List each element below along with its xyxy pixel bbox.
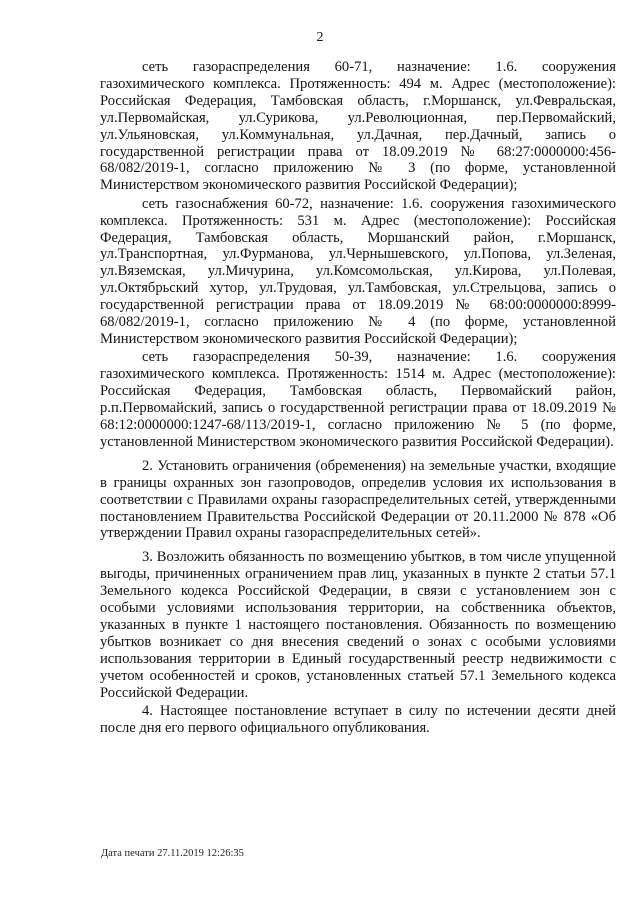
print-date: Дата печати 27.11.2019 12:26:35 bbox=[101, 848, 244, 859]
paragraph-item-3: 3. Возложить обязанность по возмещению убытков, в том числе упущенной выгоды, причиненных ограничением прав лиц, указанных в пункте 2 статьи 57.1 Земельного кодекса Российской Федерации, в связи с установлением зон с особыми условиями использования территории, на собственника объектов, указанных в пункте 1 настоящего постановления. Обязанность по возмещению убытков возникает со дня внесения сведений о зонах с особыми условиями использования территории в Единый государственный реестр недвижимости с учетом особенностей и сроков, установленных статьей 57.1 Земельного кодекса Российской Федерации. bbox=[100, 549, 616, 701]
paragraph-item-2: 2. Установить ограничения (обременения) на земельные участки, входящие в границы охранных зон газопроводов, определив условия их использования в соответствии с Правилами охраны газораспределительных сетей, утвержденными постановлением Правительства Российской Федерации от 20.11.2000 № 878 «Об утверждении Правил охраны газораспределительных сетей». bbox=[100, 457, 616, 542]
paragraph-item-4: 4. Настоящее постановление вступает в силу по истечении десяти дней после дня его первого официального опубликования. bbox=[100, 703, 616, 736]
paragraph-gas-network-50-39: сеть газораспределения 50-39, назначение: 1.6. сооружения газохимического комплекса. Протяженность: 1514 м. Адрес (местоположение): Российская Федерация, Тамбовская область, Первомайский район, р.п.Первомайский, запись о государственной регистрации права от 18.09.2019 № 68:12:0000000:1247-68/113/2019-1, согласно приложению № 5 (по форме, установленной Министерством экономического развития Российской Федерации). bbox=[100, 349, 616, 450]
page-number: 2 bbox=[316, 30, 324, 45]
document-body bbox=[100, 59, 616, 737]
paragraph-gas-network-60-71: сеть газораспределения 60-71, назначение: 1.6. сооружения газохимического комплекса. Протяженность: 494 м. Адрес (местоположение): Российская Федерация, Тамбовская область, г.Моршанск, ул.Февральская, ул.Первомайская, ул.Сурикова, ул.Революционная, пер.Первомайский, ул.Ульяновская, ул.Коммунальная, ул.Дачная, пер.Дачный, запись о государственной регистрации права от 18.09.2019 № 68:27:0000000:456-68/082/2019-1, согласно приложению № 3 (по форме, установленной Министерством экономического развития Российской Федерации); bbox=[100, 59, 616, 194]
paragraph-gas-network-60-72: сеть газоснабжения 60-72, назначение: 1.6. сооружения газохимического комплекса. Протяженность: 531 м. Адрес (местоположение): Российская Федерация, Тамбовская область, Моршанский район, г.Моршанск, ул.Транспортная, ул.Фурманова, ул.Чернышевского, ул.Попова, ул.Зеленая, ул.Вяземская, ул.Мичурина, ул.Комсомольская, ул.Кирова, ул.Полевая, ул.Октябрьский хутор, ул.Трудовая, ул.Тамбовская, ул.Стрельцова, запись о государственной регистрации права от 18.09.2019 № 68:00:0000000:8999-68/082/2019-1, согласно приложению № 4 (по форме, установленной Министерством экономического развития Российской Федерации); bbox=[100, 195, 616, 347]
